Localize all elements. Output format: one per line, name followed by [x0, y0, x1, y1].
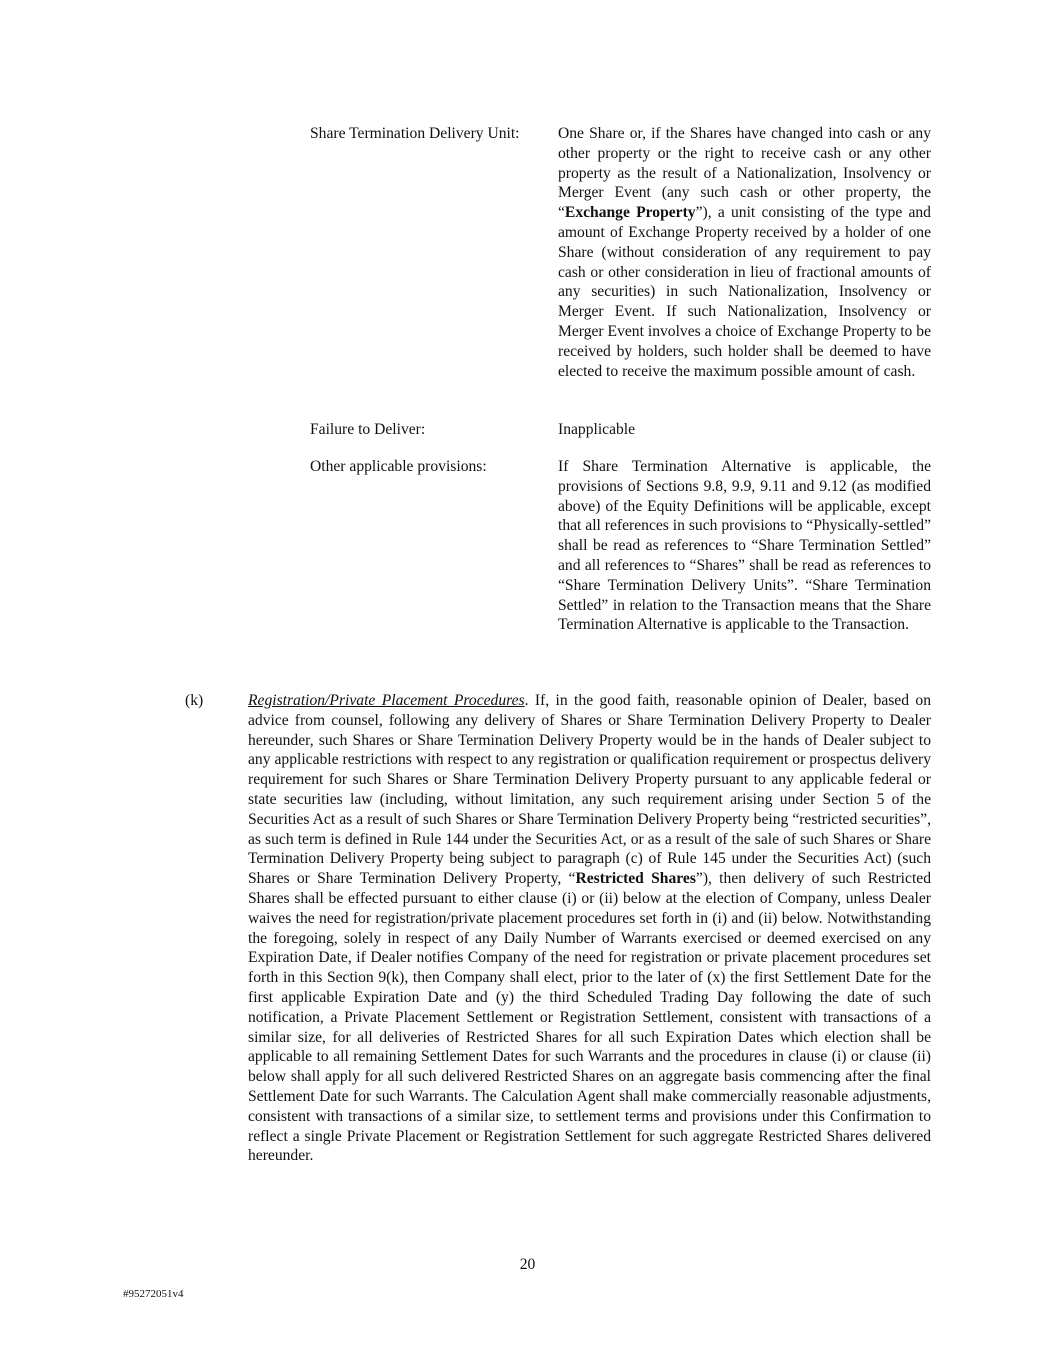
definition-value: If Share Termination Alternative is applicable, the provisions of Sections 9.8, 9.9, 9.11 and 9.12 (as modified above) of the Equity Definitions will be applicable, except that all references in such provisions to “Physically-settled” shall be read as references to “Share Termination Settled” and all references to “Shares” shall be read as references to “Share Termination Delivery Units”. “Share Termination Settled” in relation to the Transaction means that the Share Termination Alternative is applicable to the Transaction. [558, 458, 931, 634]
clause-text: . If, in the good faith, reasonable opinion of Dealer, based on advice from counsel, following any delivery of Shares or Share Termination Delivery Property to Dealer hereunder, such Shares or Share Termination Delivery Property would be in the hands of Dealer subject to any applicable restrictions with respect to any registration or qualification requirement or prospectus delivery requirement for such Shares or Share Termination Delivery Property pursuant to any applicable federal or state securities law (including, without limitation, any such requirement arising under Section 5 of the Securities Act as a result of such Shares or Share Termination Delivery Property being “restricted securities”, as such term is defined in Rule 144 under the Securities Act, or as a result of the sale of such Shares or Share Termination Delivery Property being subject to paragraph (c) of Rule 145 under the Securities Act) (such Shares or Share Termination Delivery Property, “ [248, 692, 931, 888]
clause-heading: Registration/Private Placement Procedures [248, 692, 525, 709]
clause-label-k: (k) [185, 692, 204, 709]
clause-text: ”), then delivery of such Restricted Shares shall be effected pursuant to either clause (i) or (ii) below at the election of Company, unless Dealer waives the need for registration/private placement procedures set forth in (i) and (ii) below. Notwithstanding the foregoing, solely in respect of any Daily Number of Warrants exercised or deemed exercised on any Expiration Date, if Dealer notifies Company of the need for registration or private placement procedures set forth in this Section 9(k), then Company shall elect, prior to the later of (x) the first Settlement Date for the first applicable Expiration Date and (y) the third Scheduled Trading Day following the date of such notification, a Private Placement Settlement or Registration Settlement, consistent with transactions of a similar size, for all deliveries of Restricted Shares for all such Expiration Dates which election shall be applicable to all remaining Settlement Dates for such Warrants and the procedures in clause (i) or clause (ii) below shall apply for all such delivered Restricted Shares on an aggregate basis commencing after the final Settlement Date for such Warrants. The Calculation Agent shall make commercially reasonable adjustments, consistent with transactions of a similar size, to settlement terms and provisions under this Confirmation to reflect a single Private Placement or Registration Settlement for such aggregate Restricted Shares delivered hereunder. [248, 870, 931, 1165]
document-id: #95272051v4 [123, 1288, 184, 1300]
definition-term: Share Termination Delivery Unit: [310, 125, 520, 142]
defined-term-exchange-property: Exchange Property [564, 204, 696, 222]
defined-term-restricted-shares: Restricted Shares [575, 870, 696, 888]
definition-value [558, 124, 931, 381]
page-number: 20 [519, 1256, 536, 1273]
definition-term: Failure to Deliver: [310, 421, 426, 438]
definition-text: One Share or, if the Shares have changed into cash or any other property or the right to receive cash or any other property as the result of a Nationalization, Insolvency or Merger Event (any such cash or other property, the “ [558, 125, 931, 222]
definition-term: Other applicable provisions: [310, 458, 487, 475]
definition-value: Inapplicable [558, 421, 636, 438]
definition-text: ”), a unit consisting of the type and amount of Exchange Property received by a holder of one Share (without consideration of any requirement to pay cash or other consideration in lieu of fractional amounts of any securities) in such Nationalization, Insolvency or Merger Event. If such Nationalization, Insolvency or Merger Event involves a choice of Exchange Property to be received by holders, such holder shall be deemed to have elected to receive the maximum possible amount of cash. [558, 204, 931, 380]
clause-k-body [248, 691, 931, 1166]
